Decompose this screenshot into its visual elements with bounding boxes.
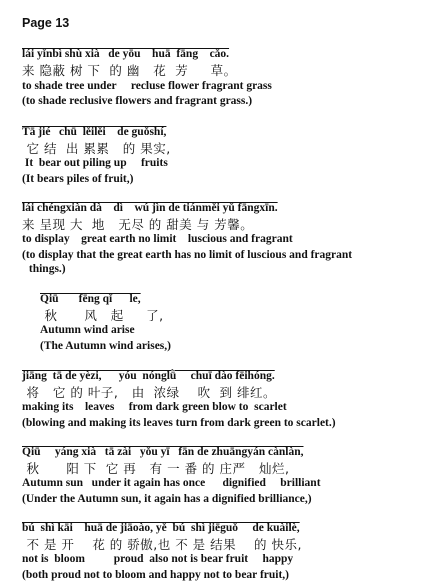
translation-line: (The Autumn wind arises,) [40,340,171,352]
pinyin-line: bú shì kāi huā de jiāoào, yě bú shì jiēguǒ de kuàilè, [22,522,300,534]
pinyin-line: Qiū yáng xià tā zài yǒu yī fān de zhuāngyán cànlàn, [22,446,304,458]
page-title: Page 13 [22,16,70,30]
translation-line: things.) [26,263,66,275]
gloss-line: not is bloom proud also not is bear fruit happy [22,553,294,565]
gloss-line: Autumn wind arise [40,324,135,336]
pinyin-line: jiāng tā de yèzi, yóu nónglǜ chuī dào fēihóng. [22,370,275,382]
gloss-line: making its leaves from dark green blow to scarlet [22,401,287,413]
translation-line: (to shade reclusive flowers and fragrant grass.) [22,95,253,107]
translation-line: (It bears piles of fruit,) [22,173,134,185]
pinyin-line: lái chéngxiàn dà dì wú jìn de tiánměi yǔ fāngxīn. [22,202,278,214]
gloss-line: to shade tree under recluse flower fragrant grass [22,80,272,92]
pinyin-line: Tā jié chū lěilěi de guǒshí, [22,126,167,138]
translation-line: (both proud not to bloom and happy not to bear fruit,) [22,569,289,581]
translation-line: (blowing and making its leaves turn from dark green to scarlet.) [22,417,336,429]
chinese-line: 来 隐蔽 树 下 的 幽 花 芳 草。 [22,63,237,78]
chinese-line: 不 是 开 花 的 骄傲,也 不 是 结果 的 快乐, [22,537,302,552]
chinese-line: 将 它 的 叶子, 由 浓绿 吹 到 绯红。 [22,385,276,400]
gloss-line: to display great earth no limit luscious and fragrant [22,233,293,245]
chinese-line: 来 呈现 大 地 无尽 的 甜美 与 芳馨。 [22,217,254,232]
pinyin-line: lái yǐnbì shù xià de yōu huā fāng cǎo. [22,48,230,60]
chinese-line: 秋 阳 下 它 再 有 一 番 的 庄严 灿烂, [22,461,290,476]
translation-line: (to display that the great earth has no limit of luscious and fragrant [22,249,353,261]
gloss-line: Autumn sun under it again has once dignified brilliant [22,477,321,489]
gloss-line: It bear out piling up fruits [22,157,168,169]
chinese-line: 秋 风 起 了, [40,308,164,323]
pinyin-line: Qiū fēng qǐ le, [40,293,141,305]
translation-line: (Under the Autumn sun, it again has a dignified brilliance,) [22,493,312,505]
chinese-line: 它 结 出 累累 的 果实, [22,141,171,156]
